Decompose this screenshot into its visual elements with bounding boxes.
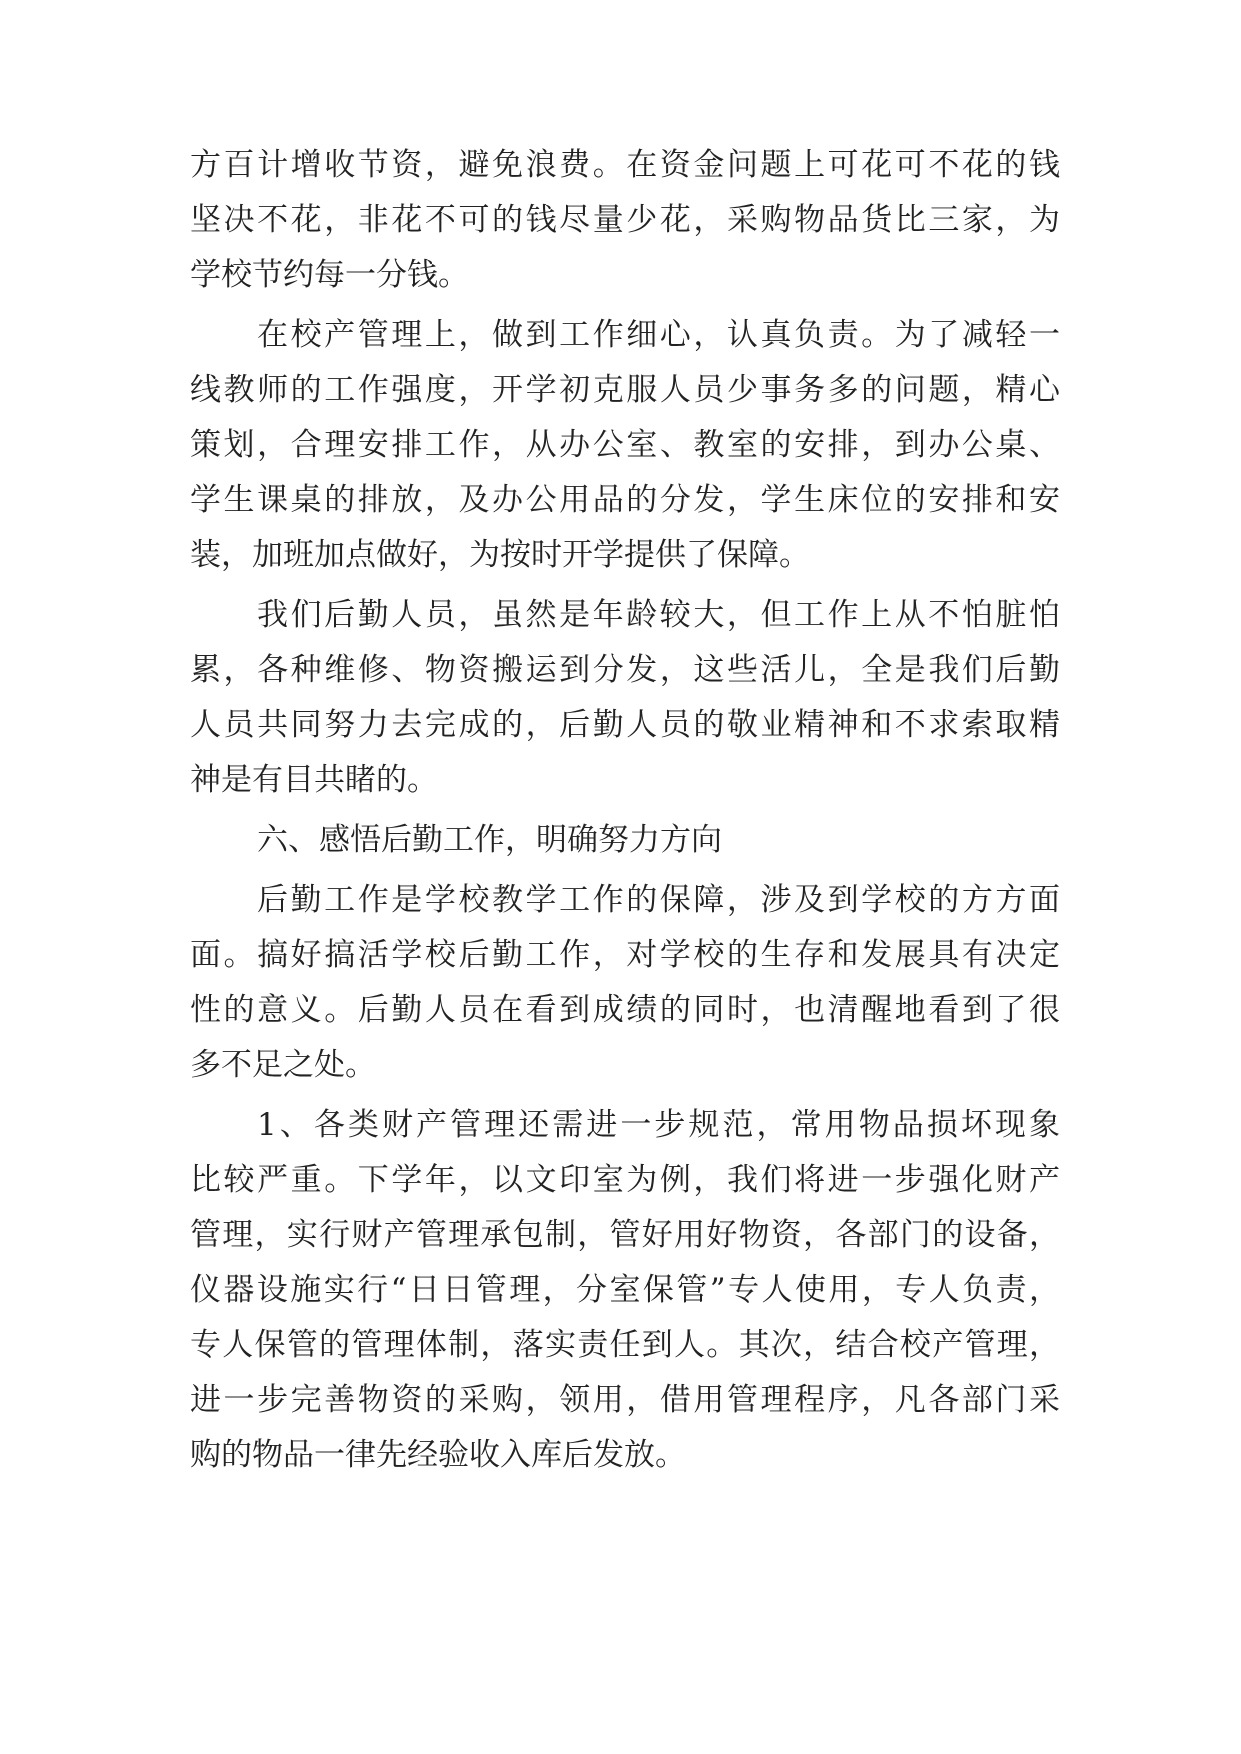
text-line: 性的意义。后勤人员在看到成绩的同时，也清醒地看到了很 — [190, 992, 1060, 1028]
text-line: 学生课桌的排放，及办公用品的分发，学生床位的安排和安 — [190, 482, 1060, 518]
text-line: 多不足之处。 — [190, 1047, 376, 1083]
text-line: 管理，实行财产管理承包制，管好用好物资，各部门的设备， — [190, 1217, 1060, 1253]
text-line: 我们后勤人员，虽然是年龄较大，但工作上从不怕脏怕 — [257, 597, 1060, 633]
text-line: 专人保管的管理体制，落实责任到人。其次，结合校产管理， — [190, 1327, 1060, 1363]
text-line: 学校节约每一分钱。 — [190, 257, 469, 293]
text-line: 1、各类财产管理还需进一步规范，常用物品损坏现象 — [257, 1107, 1060, 1143]
text-line: 线教师的工作强度，开学初克服人员少事务多的问题，精心 — [190, 372, 1060, 408]
text-line: 比较严重。下学年，以文印室为例，我们将进一步强化财产 — [190, 1162, 1060, 1198]
text-line: 方百计增收节资，避免浪费。在资金问题上可花可不花的钱 — [190, 147, 1060, 183]
text-line: 策划，合理安排工作，从办公室、教室的安排，到办公桌、 — [190, 427, 1060, 463]
text-line: 累，各种维修、物资搬运到分发，这些活儿，全是我们后勤 — [190, 652, 1060, 688]
text-line: 面。搞好搞活学校后勤工作，对学校的生存和发展具有决定 — [190, 937, 1060, 973]
section-heading: 六、感悟后勤工作，明确努力方向 — [257, 822, 722, 858]
text-line: 进一步完善物资的采购，领用，借用管理程序，凡各部门采 — [190, 1382, 1060, 1418]
text-line: 神是有目共睹的。 — [190, 762, 438, 798]
text-line: 人员共同努力去完成的，后勤人员的敬业精神和不求索取精 — [190, 707, 1060, 743]
text-line: 装，加班加点做好，为按时开学提供了保障。 — [190, 537, 810, 573]
text-line: 在校产管理上，做到工作细心，认真负责。为了减轻一 — [257, 317, 1060, 353]
text-line: 后勤工作是学校教学工作的保障，涉及到学校的方方面 — [257, 882, 1060, 918]
text-line: 仪器设施实行“日日管理，分室保管”专人使用，专人负责， — [190, 1272, 1060, 1308]
text-line: 购的物品一律先经验收入库后发放。 — [190, 1437, 686, 1473]
text-line: 坚决不花，非花不可的钱尽量少花，采购物品货比三家，为 — [190, 202, 1060, 238]
